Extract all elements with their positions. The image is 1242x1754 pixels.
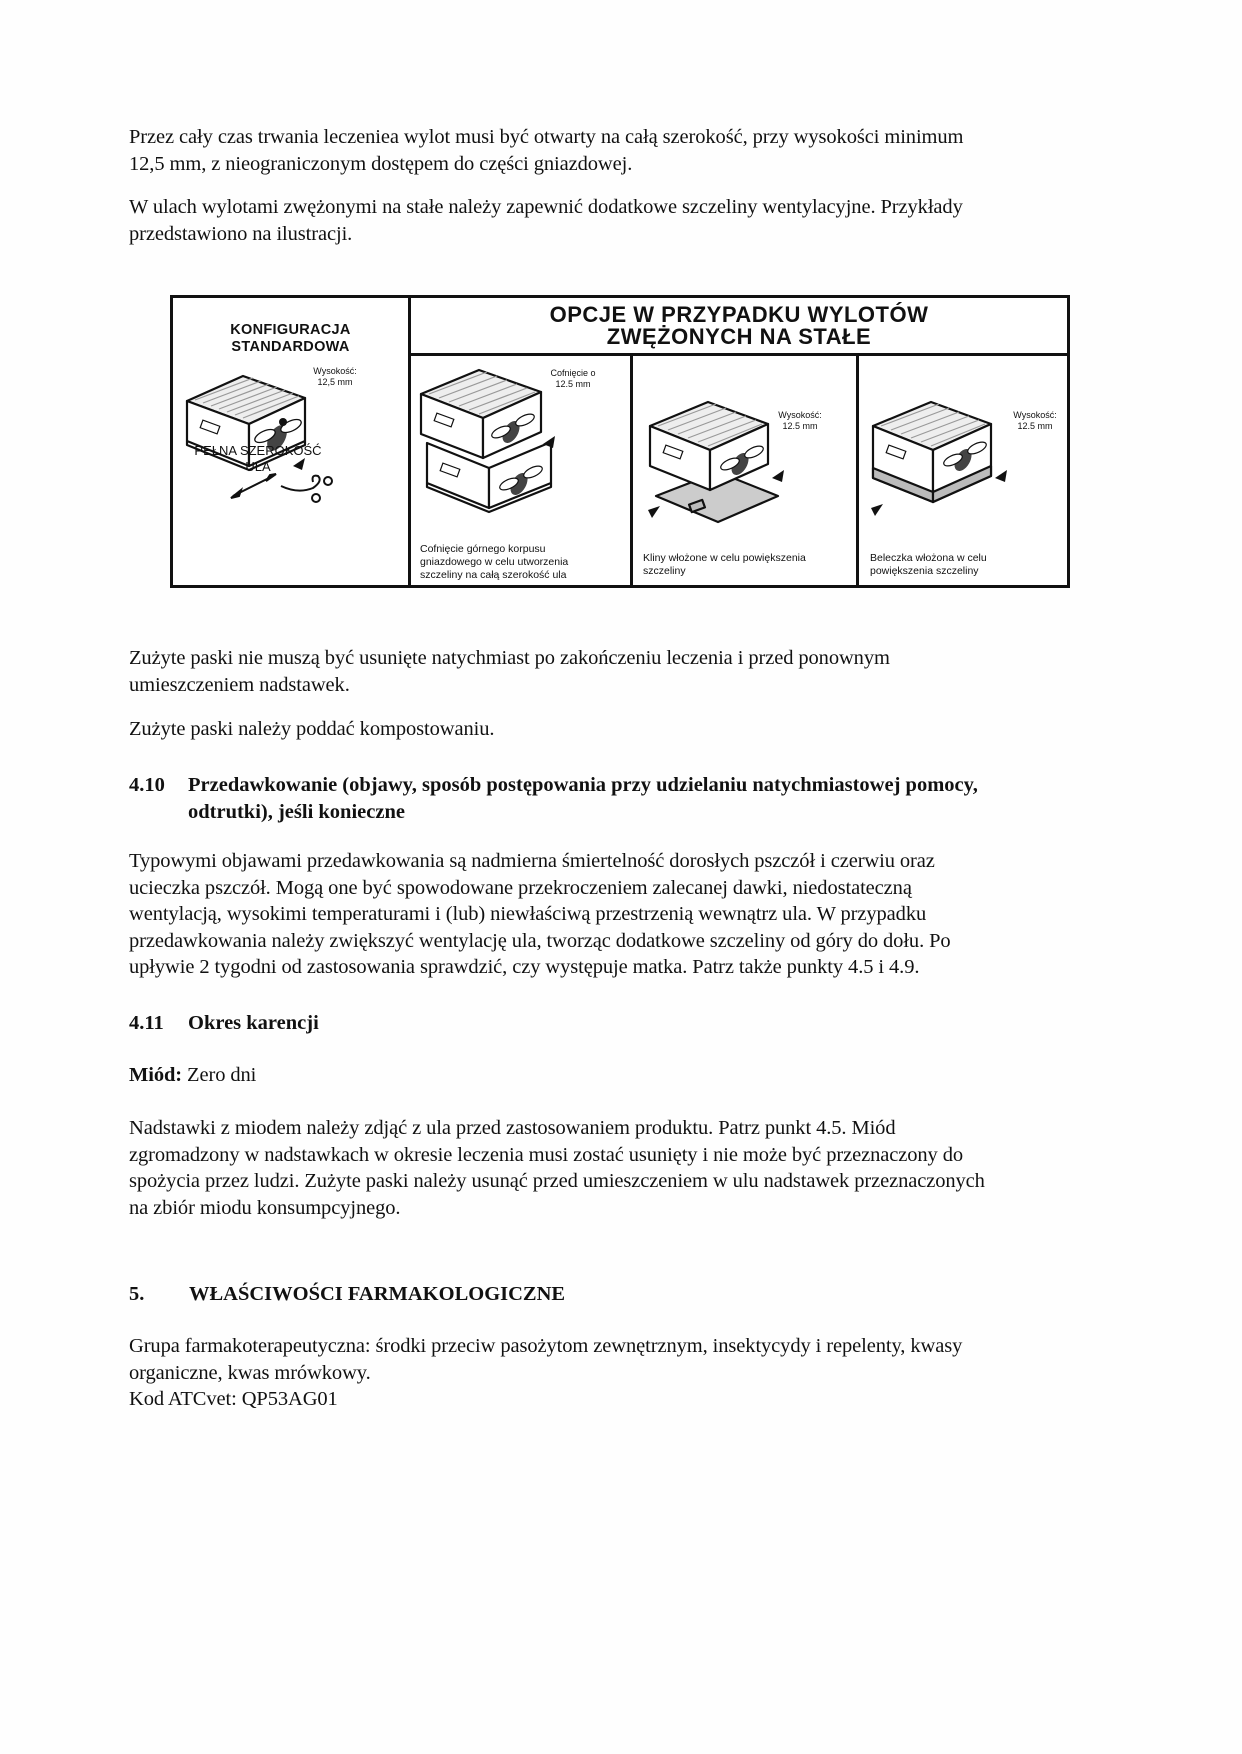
overdose-paragraph [129, 848, 1099, 981]
text-line: na zbiór miodu konsumpcyjnego. [129, 1196, 401, 1219]
atc-code: Kod ATCvet: QP53AG01 [129, 1388, 338, 1410]
pointer-arrow-icon [648, 506, 660, 518]
panel-caption [178, 443, 338, 475]
section-heading-4-10 [129, 772, 1099, 825]
honey-label: Miód: [129, 1064, 183, 1086]
caption-line: powiększenia szczeliny [870, 565, 979, 577]
pharmacology-paragraph [129, 1333, 1099, 1413]
measure-text: Wysokość: [1013, 410, 1057, 420]
section-title-line: Okres karencji [188, 1012, 319, 1034]
panel-caption [870, 552, 1060, 578]
text-line: Typowymi objawami przedawkowania są nadmierna śmiertelność dorosłych pszczół i czerwiu oraz [129, 850, 935, 872]
pointer-arrow-icon [995, 470, 1007, 482]
panel-caption [420, 543, 625, 582]
pointer-arrow-icon [772, 470, 784, 482]
section-number: 5. [129, 1283, 145, 1305]
intro-paragraph-1 [129, 124, 1099, 177]
text-line: Nadstawki z miodem należy zdjąć z ula przed zastosowaniem produktu. Patrz punkt 4.5. Miód [129, 1117, 896, 1139]
text-line: zgromadzony w nadstawkach w okresie leczenia musi zostać usunięty i nie może być przeznaczony do [129, 1143, 963, 1166]
measure-text: 12,5 mm [317, 377, 353, 387]
honey-withdrawal-line [129, 1062, 1099, 1089]
text-line: Zużyte paski należy poddać kompostowaniu. [129, 718, 495, 740]
text-line: organiczne, kwas mrówkowy. [129, 1361, 371, 1384]
used-strips-paragraph [129, 645, 1099, 698]
measure-label [770, 410, 830, 432]
measure-text: 12.5 mm [782, 421, 818, 431]
title-line: ZWĘŻONYCH NA STAŁE [606, 324, 872, 349]
text-line: Przez cały czas trwania leczeniea wylot musi być otwarty na całą szerokość, przy wysokości minimum [129, 126, 964, 148]
measure-text: Cofnięcie o [550, 368, 596, 378]
divider [630, 356, 633, 585]
text-line: umieszczeniem nadstawek. [129, 673, 350, 696]
caption-line: ULA [245, 459, 271, 474]
caption-line: PEŁNA SZEROKOŚĆ [194, 443, 322, 458]
panel-caption [643, 552, 853, 578]
section-heading-4-11 [129, 1010, 1099, 1037]
text-line: upływie 2 tygodni od zastosowania sprawdzić, czy występuje matka. Patrz także punkty 4.5 i 4.9. [129, 956, 920, 978]
text-line: spożycia przez ludzi. Zużyte paski należy usunąć przed umieszczeniem w ulu nadstawek przeznaczonych [129, 1170, 985, 1192]
measure-text: Wysokość: [313, 366, 357, 376]
caption-line: szczeliny [643, 565, 686, 577]
section-number: 4.11 [129, 1012, 164, 1034]
text-line: ucieczka pszczół. Mogą one być spowodowane przekroczeniem zalecanej dawki, niedostateczną [129, 876, 912, 899]
section-title-line: odtrutki), jeśli konieczne [188, 800, 405, 823]
title-line: OPCJE W PRZYPADKU WYLOTÓW [549, 302, 929, 327]
section-heading-5 [129, 1281, 1099, 1308]
caption-line: Kliny włożone w celu powiększenia [643, 552, 806, 564]
caption-line: szczeliny na całą szerokość ula [420, 569, 567, 581]
text-line: wentylacją, wysokimi temperaturami i (lub) niewłaściwą przestrzenią wewnątrz ula. W przypadku [129, 903, 927, 925]
measure-label [543, 368, 603, 390]
intro-paragraph-2 [129, 194, 1099, 247]
caption-line: gniazdowego w celu utworzenia [420, 556, 569, 568]
supers-paragraph [129, 1115, 1099, 1221]
title-line: KONFIGURACJA [230, 322, 351, 338]
caption-line: Beleczka włożona w celu [870, 552, 987, 564]
honey-value: Zero dni [182, 1064, 257, 1086]
section-title-line: Przedawkowanie (objawy, sposób postępowania przy udzielaniu natychmiastowej pomocy, [188, 774, 978, 796]
text-line [129, 1062, 1099, 1089]
title-line: STANDARDOWA [231, 339, 350, 355]
ventilation-illustration [170, 295, 1070, 588]
text-line: Grupa farmakoterapeutyczna: środki przeciw pasożytom zewnętrznym, insektycydy i repelenty, kwasy [129, 1335, 963, 1357]
text-line: przedstawiono na ilustracji. [129, 222, 353, 245]
measure-label [1005, 410, 1065, 432]
section-number: 4.10 [129, 774, 165, 796]
measure-text: 12.5 mm [1017, 421, 1053, 431]
divider [856, 356, 859, 585]
text-line: W ulach wylotami zwężonymi na stałe należy zapewnić dodatkowe szczeliny wentylacyjne. Przykłady [129, 196, 963, 218]
measure-label [295, 366, 375, 388]
text-line: 12,5 mm, z nieograniczonym dostępem do części gniazdowej. [129, 152, 633, 175]
text-line: przedawkowania należy zwiększyć wentylację ula, tworząc dodatkowe szczeliny od góry do dołu. Po [129, 929, 951, 952]
measure-text: Wysokość: [778, 410, 822, 420]
options-title [411, 304, 1067, 348]
measure-text: 12.5 mm [555, 379, 591, 389]
caption-line: Cofnięcie górnego korpusu [420, 543, 546, 555]
composting-paragraph [129, 716, 1099, 743]
section-title-line: WŁAŚCIWOŚCI FARMAKOLOGICZNE [189, 1283, 566, 1305]
text-line: Zużyte paski nie muszą być usunięte natychmiast po zakończeniu leczenia i przed ponownym [129, 647, 890, 669]
pointer-arrow-icon [871, 504, 883, 516]
